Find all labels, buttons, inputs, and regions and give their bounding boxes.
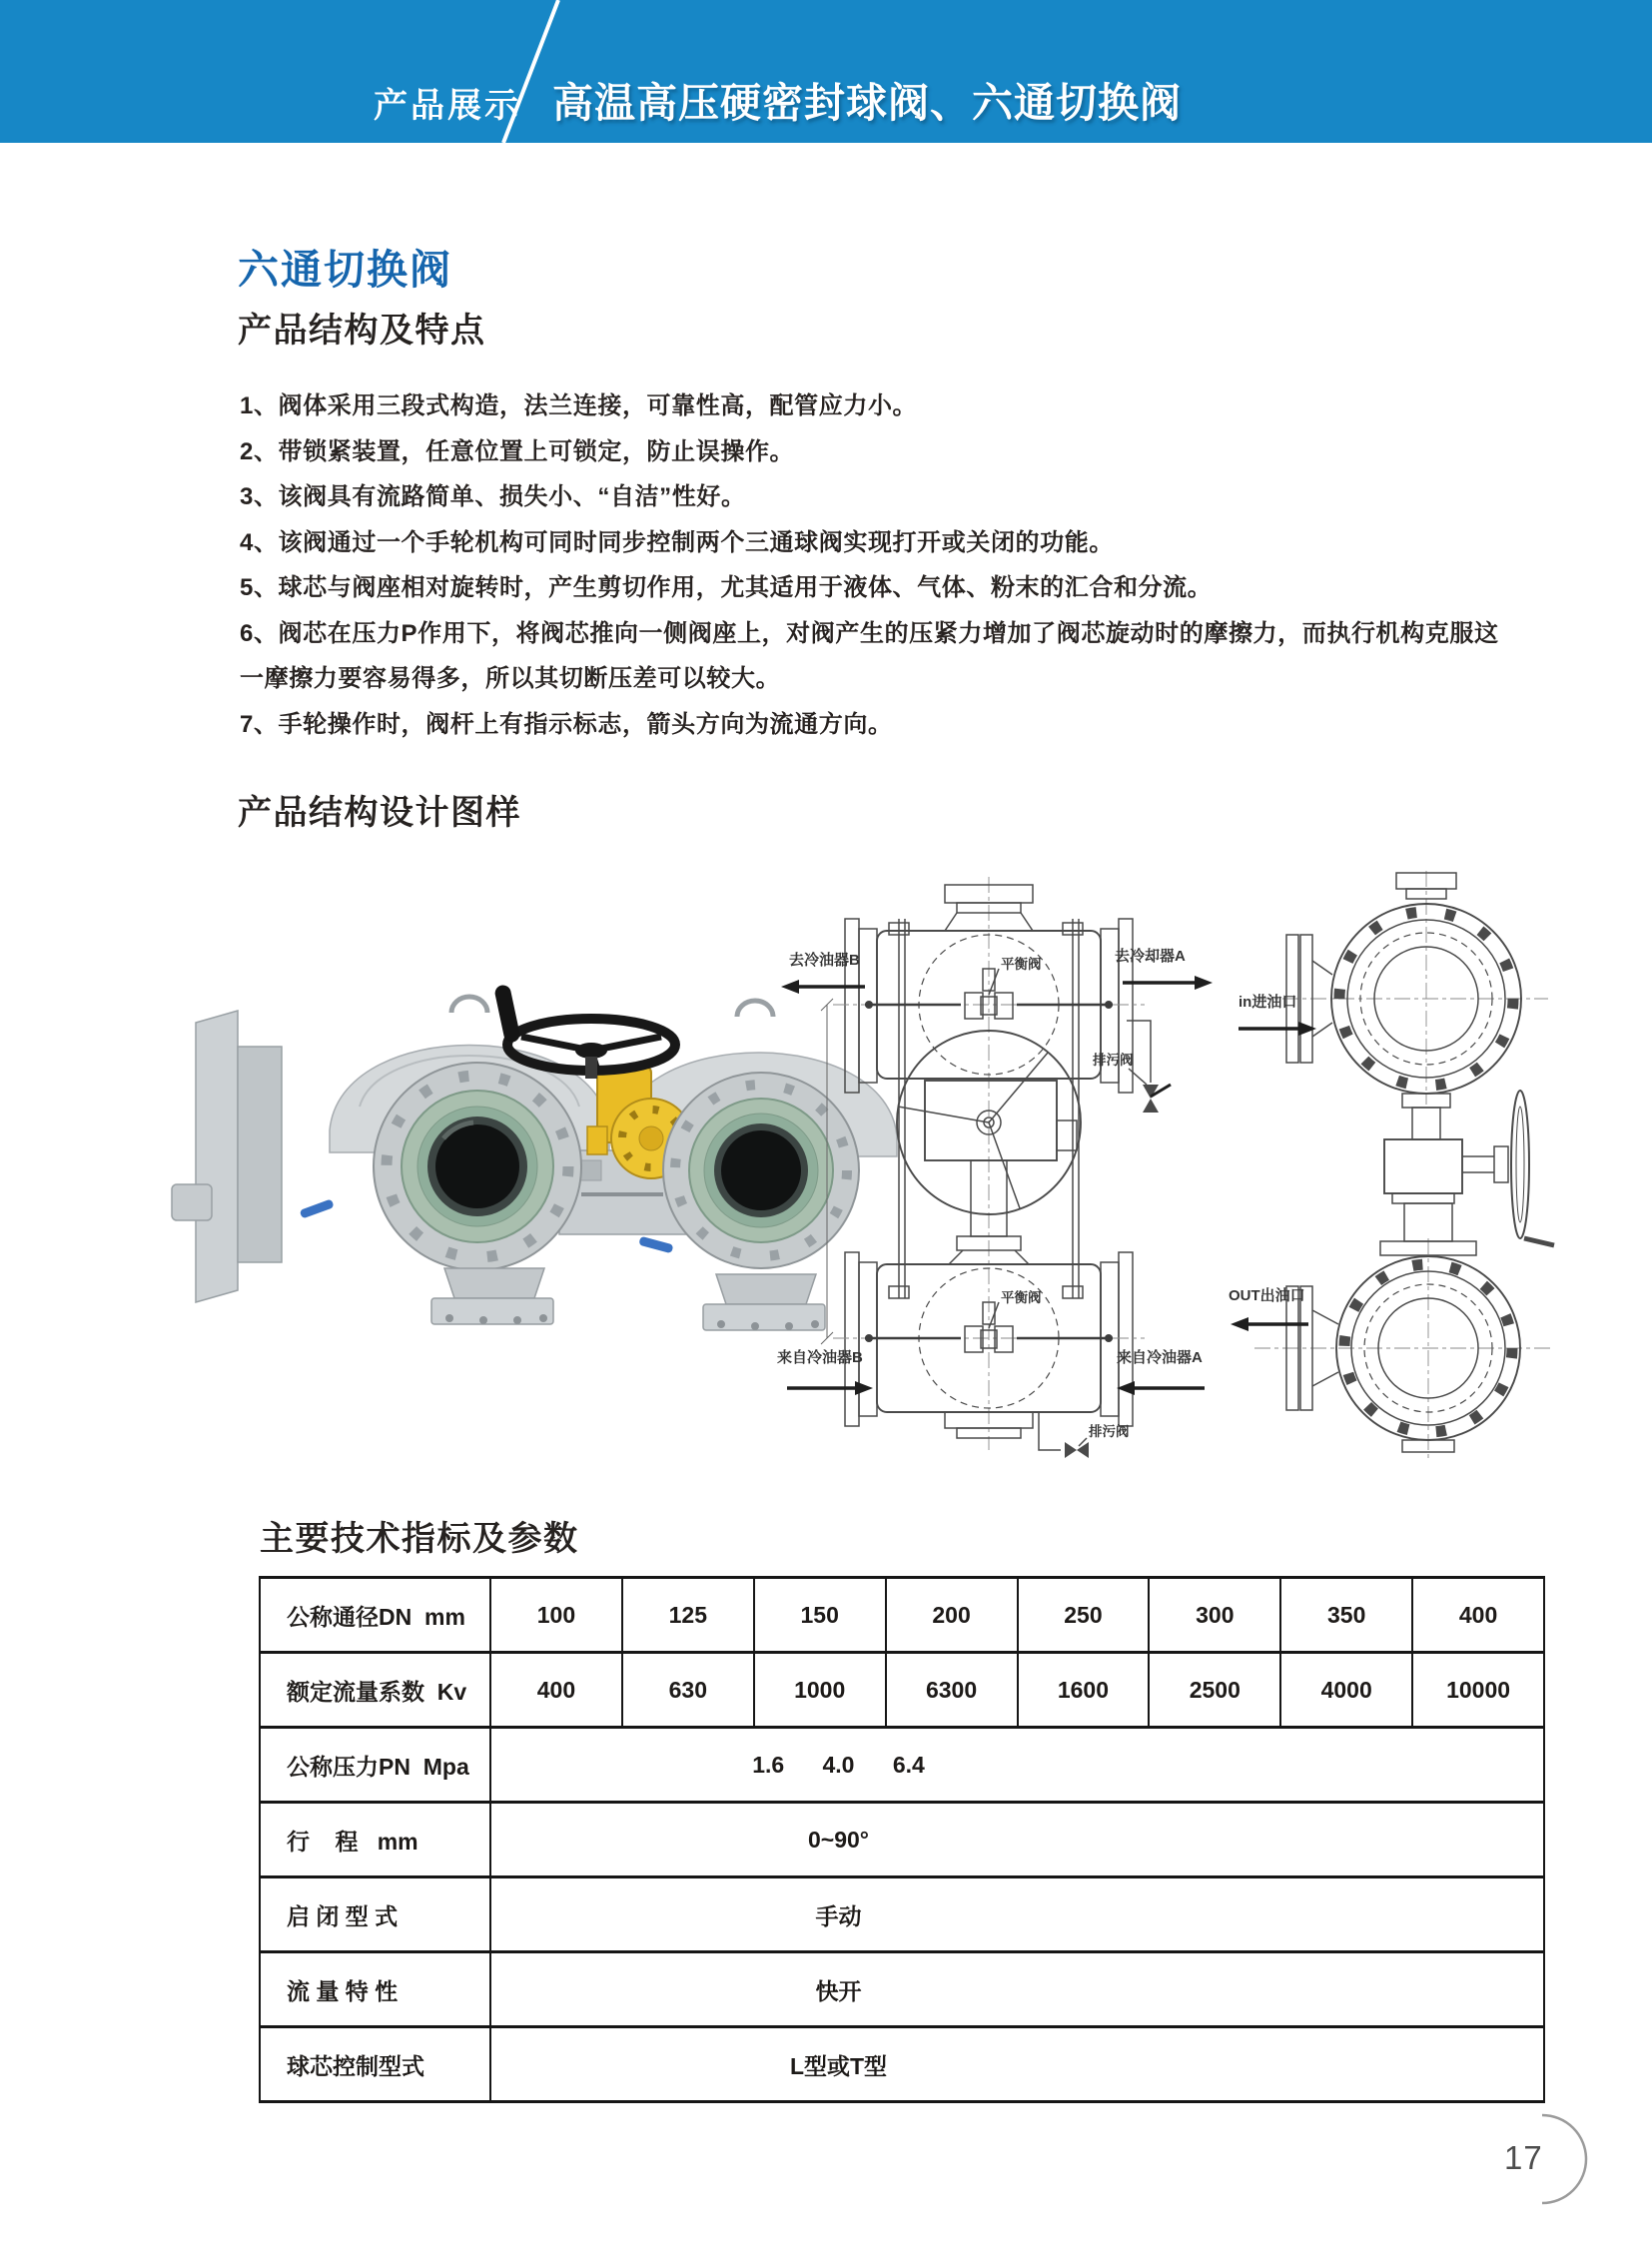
feature-line: 5、球芯与阀座相对旋转时，产生剪切作用，尤其适用于液体、气体、粉末的汇合和分流。 <box>240 574 1213 601</box>
cell-value: 手动 <box>815 1902 862 1929</box>
balance-valve-label: 平衡阀 <box>1001 1290 1042 1305</box>
table-cell: 125 <box>621 1579 753 1651</box>
drawings-heading: 产品结构设计图样 <box>238 794 521 832</box>
row-label: 公称通径DN mm <box>287 1603 465 1630</box>
page-number: 17 <box>1504 2139 1543 2176</box>
header-band <box>0 0 1652 143</box>
drawings-figure <box>0 829 1652 1473</box>
cell-value: 快开 <box>815 1977 862 2004</box>
table-row <box>261 1726 1543 1801</box>
inlet-label: in进油口 <box>1239 994 1297 1011</box>
cell-value: 1.6 4.0 6.4 <box>752 1751 925 1778</box>
outlet-label: OUT出油口 <box>1229 1287 1305 1304</box>
merged-cell <box>489 2028 1543 2100</box>
table-cell: 6300 <box>885 1654 1017 1726</box>
table-cell: 400 <box>489 1654 621 1726</box>
row-label: 公称压力PN Mpa <box>287 1753 469 1780</box>
valve-photo <box>172 984 897 1330</box>
merged-cell <box>489 1729 1543 1801</box>
from-cooler-a-label: 来自冷油器A <box>1117 1349 1203 1366</box>
drain-valve-label: 排污阀 <box>1089 1424 1130 1439</box>
feature-line: 一摩擦力要容易得多，所以其切断压差可以较大。 <box>240 665 781 692</box>
table-row <box>261 2025 1543 2100</box>
table-cell: 10000 <box>1411 1654 1543 1726</box>
page-title: 高温高压硬密封球阀、六通切换阀 <box>552 80 1182 126</box>
to-cooler-a-label: 去冷却器A <box>1115 948 1186 965</box>
table-cell: 100 <box>489 1579 621 1651</box>
merged-cell <box>489 1953 1543 2025</box>
features-heading: 产品结构及特点 <box>238 312 486 350</box>
table-cell: 150 <box>753 1579 885 1651</box>
table-row <box>261 1950 1543 2025</box>
table-cell: 300 <box>1148 1579 1279 1651</box>
row-label: 额定流量系数 Kv <box>287 1678 467 1705</box>
drain-valve-label: 排污阀 <box>1093 1053 1134 1068</box>
feature-line: 2、带锁紧装置，任意位置上可锁定，防止误操作。 <box>240 437 795 465</box>
specs-heading: 主要技术指标及参数 <box>260 1520 579 1558</box>
table-cell: 4000 <box>1279 1654 1411 1726</box>
breadcrumb: 产品展示 <box>374 87 521 125</box>
table-row <box>261 1801 1543 1875</box>
feature-list <box>240 383 1499 747</box>
merged-cell <box>489 1878 1543 1950</box>
feature-line: 7、手轮操作时，阀杆上有指示标志，箭头方向为流通方向。 <box>240 710 893 738</box>
side-view-drawing <box>1229 871 1554 1460</box>
row-label: 启 闭 型 式 <box>287 1902 399 1929</box>
table-cell: 250 <box>1017 1579 1149 1651</box>
row-label: 球芯控制型式 <box>287 2052 424 2079</box>
table-row <box>261 1875 1543 1950</box>
product-title: 六通切换阀 <box>238 247 452 293</box>
table-cell: 2500 <box>1148 1654 1279 1726</box>
row-label: 行 程 mm <box>287 1828 418 1855</box>
table-cell: 350 <box>1279 1579 1411 1651</box>
feature-line: 6、阀芯在压力P作用下，将阀芯推向一侧阀座上，对阀产生的压紧力增加了阀芯旋动时的摩擦力，而执行机构克服这 <box>240 619 1499 647</box>
table-cell: 200 <box>885 1579 1017 1651</box>
cell-value: L型或T型 <box>789 2052 888 2079</box>
to-cooler-b-label: 去冷油器B <box>789 952 860 969</box>
feature-line: 4、该阀通过一个手轮机构可同时同步控制两个三通球阀实现打开或关闭的功能。 <box>240 528 1114 556</box>
table-row <box>261 1579 1543 1651</box>
row-label: 流 量 特 性 <box>287 1977 399 2004</box>
merged-cell <box>489 1804 1543 1875</box>
table-row <box>261 1651 1543 1726</box>
balance-valve-label: 平衡阀 <box>1001 957 1042 972</box>
feature-line: 1、阀体采用三段式构造，法兰连接，可靠性高，配管应力小。 <box>240 392 918 419</box>
table-cell: 630 <box>621 1654 753 1726</box>
table-cell: 1000 <box>753 1654 885 1726</box>
feature-line: 3、该阀具有流路简单、损失小、“自洁”性好。 <box>240 483 746 510</box>
spec-table <box>259 1576 1545 2103</box>
table-cell: 1600 <box>1017 1654 1149 1726</box>
cell-value: 0~90° <box>807 1826 869 1853</box>
table-cell: 400 <box>1411 1579 1543 1651</box>
from-cooler-b-label: 来自冷油器B <box>777 1349 863 1366</box>
